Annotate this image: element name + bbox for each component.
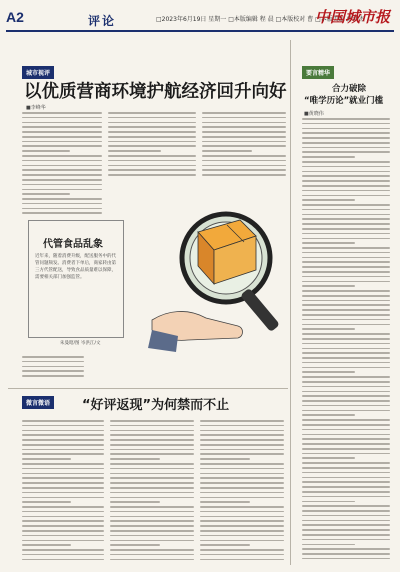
text-line: [108, 165, 196, 167]
text-line: [302, 175, 390, 177]
text-line: [22, 511, 104, 513]
text-line: [302, 472, 390, 474]
article-tag: 城市视评: [22, 66, 54, 79]
text-line: [110, 439, 194, 441]
text-line: [302, 309, 390, 311]
text-line: [110, 463, 194, 465]
text-line: [302, 386, 390, 388]
text-line: [302, 424, 390, 426]
text-line: [302, 328, 355, 330]
page-number: A2: [6, 9, 24, 25]
text-line: [200, 444, 284, 446]
text-line: [108, 136, 196, 138]
text-line: [110, 544, 160, 546]
text-line: [302, 376, 390, 378]
text-line: [108, 160, 196, 162]
article-body-col3: [202, 112, 286, 182]
text-line: [302, 199, 355, 201]
text-line: [200, 420, 284, 422]
text-line: [202, 122, 286, 124]
text-line: [22, 559, 104, 561]
text-line: [302, 453, 390, 455]
article-body-col4: [22, 356, 84, 384]
sidebar-headline-line2: “唯学历论”就业门槛: [304, 96, 384, 106]
text-line: [200, 549, 284, 551]
text-line: [22, 482, 104, 484]
text-line: [110, 530, 194, 532]
text-line: [110, 516, 194, 518]
text-line: [22, 208, 102, 210]
text-line: [200, 449, 284, 451]
text-line: [200, 544, 250, 546]
text-line: [22, 540, 104, 542]
text-line: [202, 126, 286, 128]
text-line: [200, 487, 284, 489]
text-line: [22, 136, 102, 138]
text-line: [302, 209, 390, 211]
bottom-body-col3: [200, 420, 284, 566]
text-line: [110, 430, 194, 432]
text-line: [302, 438, 390, 440]
text-line: [302, 352, 390, 354]
bottom-article-headline: “好评返现”为何禁而不止: [82, 398, 230, 413]
cartoon-caption: 近年来，随着消费升级，配送服务中的代管问题频发。消费者下单后，商家转由第三方代管配送，导致食品质量难以保障，需要相关部门加强监管。: [35, 254, 116, 280]
text-line: [108, 169, 196, 171]
text-line: [110, 559, 194, 561]
text-line: [202, 165, 286, 167]
section-title: 评论: [88, 14, 117, 28]
text-line: [302, 348, 390, 350]
text-line: [22, 203, 102, 205]
text-line: [302, 343, 390, 345]
text-line: [22, 165, 102, 167]
text-line: [200, 439, 284, 441]
text-line: [110, 554, 194, 556]
text-line: [110, 444, 194, 446]
text-line: [22, 444, 104, 446]
text-line: [302, 405, 390, 407]
text-line: [22, 366, 84, 368]
text-line: [22, 520, 104, 522]
text-line: [302, 410, 390, 412]
text-line: [22, 112, 102, 114]
text-line: [22, 434, 104, 436]
text-line: [200, 501, 250, 503]
text-line: [22, 530, 104, 532]
text-line: [302, 395, 390, 397]
text-line: [302, 314, 390, 316]
text-line: [302, 367, 390, 369]
text-line: [302, 266, 390, 268]
text-line: [302, 151, 390, 153]
text-line: [22, 549, 104, 551]
text-line: [302, 481, 390, 483]
text-line: [22, 145, 102, 147]
text-line: [302, 477, 390, 479]
text-line: [302, 233, 390, 235]
text-line: [22, 169, 102, 171]
text-line: [302, 391, 390, 393]
text-line: [302, 510, 390, 512]
text-line: [22, 189, 102, 191]
text-line: [200, 497, 284, 499]
text-line: [22, 361, 84, 363]
text-line: [22, 439, 104, 441]
text-line: [200, 525, 284, 527]
text-line: [302, 132, 390, 134]
text-line: [302, 400, 390, 402]
text-line: [22, 122, 102, 124]
text-line: [302, 443, 390, 445]
text-line: [302, 161, 390, 163]
text-line: [202, 131, 286, 133]
text-line: [302, 137, 390, 139]
text-line: [302, 166, 390, 168]
text-line: [302, 228, 390, 230]
cartoon-caption-box: [28, 220, 124, 338]
cartoon-credit: 朱曼昭/图 岑洪江/文: [60, 341, 101, 346]
text-line: [22, 473, 104, 475]
text-line: [302, 290, 390, 292]
text-line: [302, 362, 390, 364]
sidebar-tag: 要言精华: [302, 66, 334, 79]
text-line: [110, 449, 194, 451]
text-line: [302, 214, 390, 216]
text-line: [200, 458, 250, 460]
text-line: [302, 300, 390, 302]
text-line: [302, 419, 390, 421]
text-line: [110, 473, 194, 475]
text-line: [110, 482, 194, 484]
text-line: [110, 511, 194, 513]
text-line: [302, 496, 390, 498]
text-line: [302, 218, 390, 220]
text-line: [200, 477, 284, 479]
text-line: [22, 212, 102, 214]
text-line: [302, 171, 390, 173]
text-line: [302, 319, 390, 321]
text-line: [200, 482, 284, 484]
text-line: [110, 453, 194, 455]
text-line: [22, 487, 104, 489]
text-line: [22, 453, 104, 455]
article-byline: ■李峰华: [26, 105, 46, 111]
text-line: [108, 126, 196, 128]
text-line: [302, 156, 355, 158]
text-line: [108, 122, 196, 124]
text-line: [110, 525, 194, 527]
text-line: [302, 462, 390, 464]
text-line: [110, 492, 194, 494]
text-line: [302, 180, 390, 182]
text-line: [202, 169, 286, 171]
text-line: [22, 544, 71, 546]
text-line: [110, 425, 194, 427]
text-line: [22, 150, 70, 152]
text-line: [302, 185, 390, 187]
text-line: [302, 223, 390, 225]
text-line: [22, 131, 102, 133]
text-line: [302, 524, 390, 526]
text-line: [302, 501, 355, 503]
page-header: [6, 4, 394, 32]
text-line: [302, 486, 390, 488]
text-line: [302, 434, 390, 436]
text-line: [200, 540, 284, 542]
text-line: [302, 467, 390, 469]
text-line: [22, 554, 104, 556]
text-line: [22, 184, 102, 186]
text-line: [302, 123, 390, 125]
text-line: [302, 190, 390, 192]
text-line: [22, 506, 104, 508]
text-line: [302, 457, 355, 459]
text-line: [302, 558, 390, 560]
text-line: [22, 516, 104, 518]
text-line: [202, 155, 286, 157]
text-line: [302, 505, 390, 507]
text-line: [110, 535, 194, 537]
text-line: [302, 195, 390, 197]
text-line: [302, 304, 390, 306]
text-line: [302, 238, 390, 240]
text-line: [302, 534, 390, 536]
text-line: [110, 520, 194, 522]
text-line: [108, 117, 196, 119]
text-line: [302, 333, 390, 335]
sidebar-body: [302, 118, 390, 566]
text-line: [22, 126, 102, 128]
masthead-logo: 中国城市报: [314, 8, 390, 26]
text-line: [200, 468, 284, 470]
text-line: [22, 492, 104, 494]
text-line: [200, 535, 284, 537]
text-line: [202, 141, 286, 143]
text-line: [22, 179, 102, 181]
text-line: [302, 548, 390, 550]
text-line: [110, 487, 194, 489]
text-line: [202, 174, 286, 176]
text-line: [302, 381, 390, 383]
text-line: [22, 198, 102, 200]
text-line: [302, 271, 390, 273]
text-line: [302, 520, 390, 522]
text-line: [302, 491, 390, 493]
text-line: [302, 261, 390, 263]
text-line: [200, 520, 284, 522]
text-line: [200, 453, 284, 455]
cartoon-illustration: [148, 180, 288, 352]
text-line: [302, 324, 390, 326]
text-line: [110, 458, 160, 460]
text-line: [22, 449, 104, 451]
text-line: [302, 204, 390, 206]
text-line: [302, 128, 390, 130]
cartoon-title: 代管食品乱象: [43, 239, 103, 250]
text-line: [22, 497, 104, 499]
text-line: [22, 141, 102, 143]
text-line: [302, 553, 390, 555]
text-line: [302, 118, 390, 120]
text-line: [22, 463, 104, 465]
text-line: [110, 477, 194, 479]
article-headline: 以优质营商环境护航经济回升向好: [24, 82, 287, 102]
text-line: [200, 511, 284, 513]
text-line: [108, 155, 196, 157]
text-line: [200, 506, 284, 508]
text-line: [110, 497, 194, 499]
text-line: [200, 473, 284, 475]
text-line: [302, 281, 390, 283]
text-line: [110, 549, 194, 551]
text-line: [22, 458, 71, 460]
text-line: [302, 142, 390, 144]
text-line: [302, 529, 390, 531]
text-line: [200, 530, 284, 532]
text-line: [202, 112, 286, 114]
sidebar-byline: ■黄晓伟: [304, 111, 324, 117]
text-line: [302, 357, 390, 359]
text-line: [110, 506, 194, 508]
text-line: [200, 434, 284, 436]
text-line: [302, 429, 390, 431]
text-line: [302, 257, 390, 259]
text-line: [22, 375, 84, 377]
text-line: [302, 338, 390, 340]
sidebar-headline-line1: 合力破除: [332, 84, 367, 94]
text-line: [22, 525, 104, 527]
text-line: [108, 141, 196, 143]
text-line: [200, 430, 284, 432]
text-line: [110, 420, 194, 422]
text-line: [200, 559, 284, 561]
text-line: [22, 535, 104, 537]
text-line: [202, 136, 286, 138]
text-line: [110, 468, 194, 470]
text-line: [108, 112, 196, 114]
text-line: [22, 501, 71, 503]
text-line: [302, 544, 355, 546]
text-line: [302, 414, 355, 416]
text-line: [202, 150, 252, 152]
text-line: [302, 276, 390, 278]
text-line: [202, 117, 286, 119]
text-line: [22, 477, 104, 479]
text-line: [302, 247, 390, 249]
bottom-body-col1: [22, 420, 104, 566]
text-line: [200, 425, 284, 427]
text-line: [22, 430, 104, 432]
text-line: [202, 160, 286, 162]
text-line: [302, 515, 390, 517]
dateline: □2023年6月19日 星期一 □本版编辑 程 晨 □本版校对 曹 □本版美编 薛鸿杰: [156, 16, 365, 23]
text-line: [302, 295, 390, 297]
text-line: [202, 145, 286, 147]
text-line: [302, 147, 390, 149]
text-line: [22, 155, 102, 157]
text-line: [22, 370, 84, 372]
text-line: [108, 174, 196, 176]
text-line: [22, 420, 104, 422]
text-line: [302, 242, 355, 244]
text-line: [302, 539, 390, 541]
text-line: [302, 285, 355, 287]
text-line: [302, 448, 390, 450]
column-divider: [290, 40, 291, 565]
article-body-col2: [108, 112, 196, 182]
text-line: [108, 150, 161, 152]
bottom-article-tag: 微言微语: [22, 396, 54, 409]
text-line: [108, 145, 196, 147]
text-line: [22, 193, 70, 195]
text-line: [22, 425, 104, 427]
text-line: [302, 371, 355, 373]
text-line: [110, 540, 194, 542]
text-line: [110, 501, 160, 503]
text-line: [108, 131, 196, 133]
text-line: [22, 117, 102, 119]
text-line: [22, 174, 102, 176]
article-body-col1: [22, 112, 102, 218]
text-line: [110, 434, 194, 436]
text-line: [200, 492, 284, 494]
text-line: [200, 516, 284, 518]
text-line: [200, 463, 284, 465]
section-divider: [8, 388, 288, 389]
text-line: [22, 160, 102, 162]
text-line: [22, 356, 84, 358]
text-line: [22, 468, 104, 470]
text-line: [302, 252, 390, 254]
text-line: [200, 554, 284, 556]
bottom-body-col2: [110, 420, 194, 566]
